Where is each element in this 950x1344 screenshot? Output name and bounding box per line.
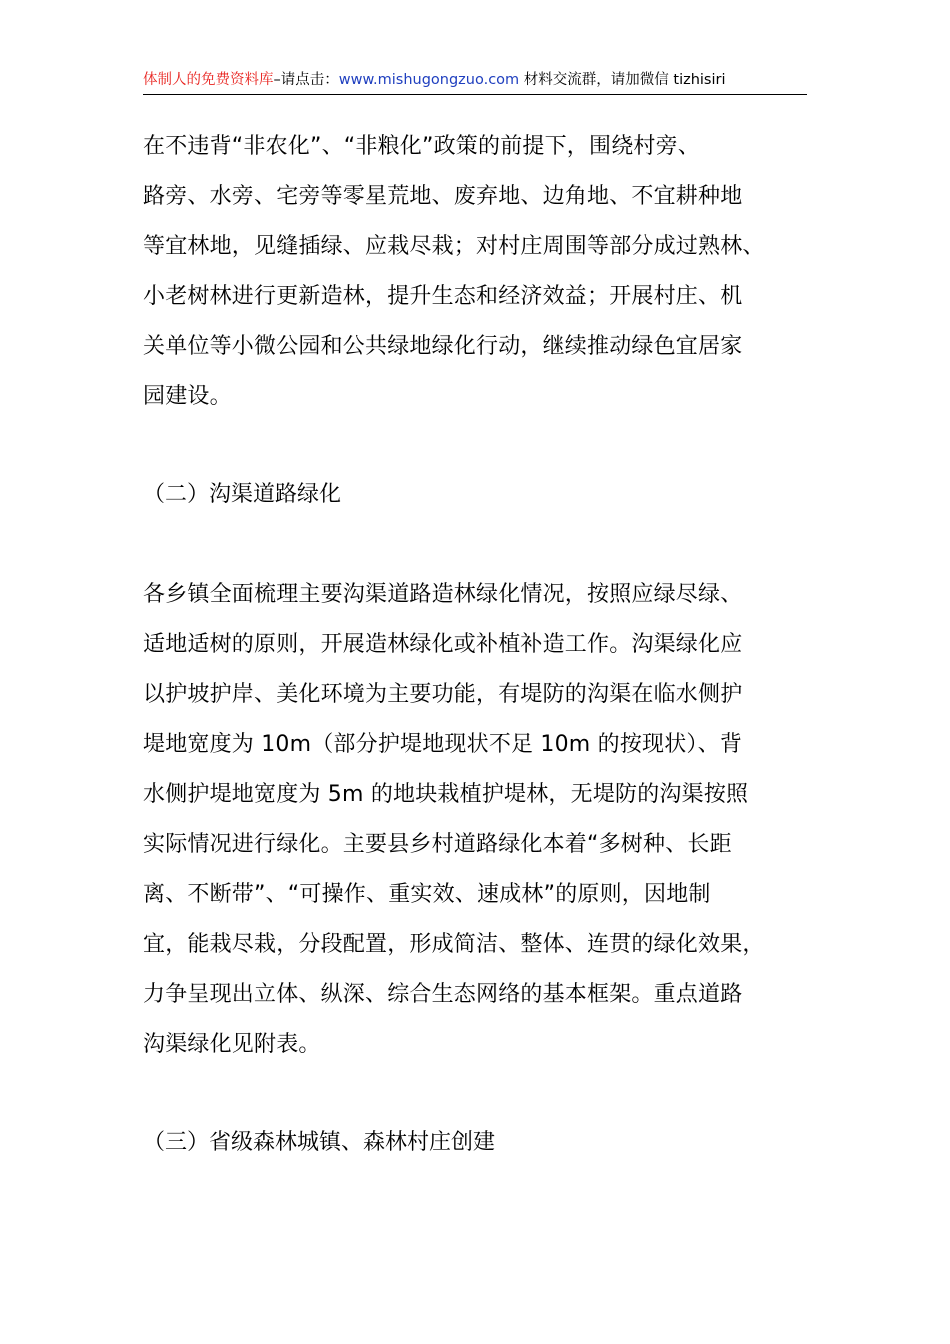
paragraph-line: 适地适树的原则，开展造林绿化或补植补造工作。沟渠绿化应 — [143, 632, 743, 657]
paragraph-line: 路旁、水旁、宅旁等零星荒地、废弃地、边角地、不宜耕种地 — [143, 184, 743, 209]
paragraph-road-ditch-greening — [143, 570, 823, 1070]
paragraph-line: 沟渠绿化见附表。 — [143, 1032, 321, 1057]
header-url-link[interactable]: www.mishugongzuo.com — [338, 72, 520, 88]
paragraph-line: 小老树林进行更新造林，提升生态和经济效益；开展村庄、机 — [143, 284, 743, 309]
paragraph-line: 宜，能栽尽栽，分段配置，形成简洁、整体、连贯的绿化效果， — [143, 932, 765, 957]
paragraph-line: 离、不断带”、“可操作、重实效、速成林”的原则，因地制 — [143, 882, 711, 907]
paragraph-line: 以护坡护岸、美化环境为主要功能，有堤防的沟渠在临水侧护 — [143, 682, 743, 707]
paragraph-line: 水侧护堤地宽度为 5m 的地块栽植护堤林，无堤防的沟渠按照 — [143, 782, 749, 807]
header-prompt: –请点击： — [273, 72, 339, 88]
paragraph-line: 堤地宽度为 10m（部分护堤地现状不足 10m 的按现状）、背 — [143, 732, 743, 757]
page-header — [143, 68, 807, 95]
paragraph-line: 实际情况进行绿化。主要县乡村道路绿化本着“多树种、长距 — [143, 832, 732, 857]
header-contact-text: 材料交流群，请加微信 tizhisiri — [519, 72, 726, 88]
paragraph-line: 在不违背“非农化”、“非粮化”政策的前提下，围绕村旁、 — [143, 134, 700, 159]
section-heading-3: （三）省级森林城镇、森林村庄创建 — [143, 1130, 496, 1155]
paragraph-line: 各乡镇全面梳理主要沟渠道路造林绿化情况，按照应绿尽绿、 — [143, 582, 743, 607]
paragraph-village-greening — [143, 122, 823, 422]
paragraph-line: 关单位等小微公园和公共绿地绿化行动，继续推动绿色宜居家 — [143, 334, 743, 359]
paragraph-line: 等宜林地，见缝插绿、应栽尽栽；对村庄周围等部分成过熟林、 — [143, 234, 765, 259]
header-brand: 体制人的免费资料库 — [143, 72, 274, 88]
paragraph-line: 园建设。 — [143, 384, 232, 409]
section-heading-2: （二）沟渠道路绿化 — [143, 482, 342, 507]
paragraph-line: 力争呈现出立体、纵深、综合生态网络的基本框架。重点道路 — [143, 982, 743, 1007]
